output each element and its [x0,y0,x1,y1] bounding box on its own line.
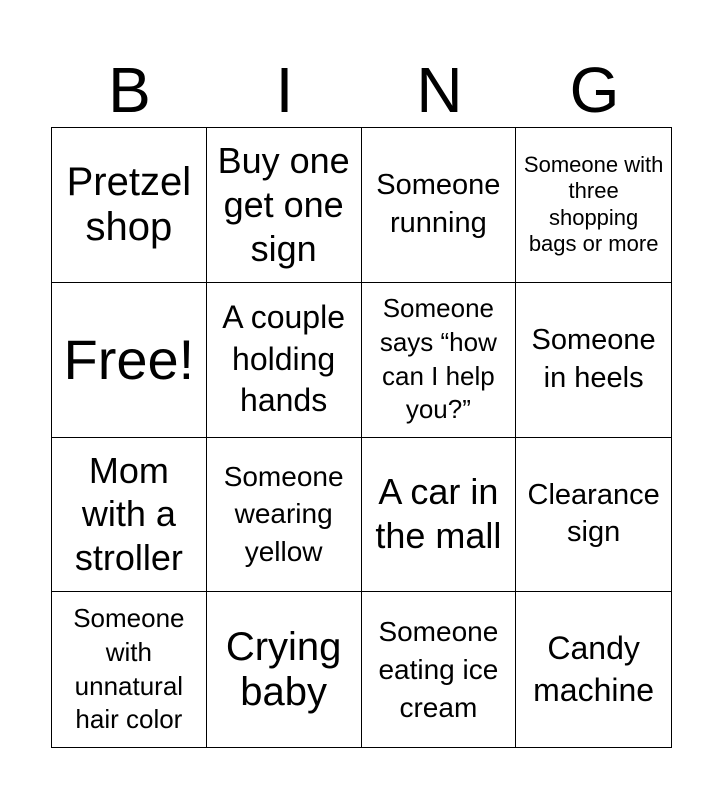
cell-label: A couple holding hands [222,299,345,419]
bingo-board [51,127,672,748]
cell-label: Buy one get one sign [217,140,350,269]
bingo-cell-4-1[interactable] [52,592,207,747]
bingo-cell-3-1[interactable] [52,438,207,593]
bingo-cell-2-1[interactable] [52,283,207,438]
header-letter-n: N [416,54,463,126]
bingo-cell-3-2[interactable] [207,438,362,593]
bingo-cell-2-2[interactable] [207,283,362,438]
cell-label: Someone running [376,169,501,239]
bingo-cell-3-3[interactable] [362,438,517,593]
cell-label: Candy machine [533,630,655,708]
cell-label: Someone eating ice cream [378,615,499,723]
cell-label: Clearance sign [527,478,660,549]
bingo-cell-1-1[interactable] [52,128,207,283]
cell-label: A car in the mall [375,471,502,557]
cell-label: Crying baby [225,624,342,714]
cell-label: Mom with a stroller [74,449,183,579]
free-space-label: Free! [63,327,195,391]
header-letter-g: G [569,54,620,126]
bingo-cell-1-4[interactable] [516,128,671,283]
cell-label: Someone with unnatural hair color [73,603,185,735]
cell-label: Someone with three shopping bags or more [523,152,664,257]
cell-label: Someone wearing yellow [223,460,344,568]
bingo-cell-4-4[interactable] [516,592,671,747]
cell-label: Someone says “how can I help you?” [379,293,497,425]
bingo-cell-3-4[interactable] [516,438,671,593]
cell-label: Pretzel shop [66,160,192,249]
header-letter-i: I [275,54,294,126]
cell-label: Someone in heels [531,323,656,394]
bingo-header [52,52,672,128]
bingo-cell-1-2[interactable] [207,128,362,283]
bingo-cell-2-4[interactable] [516,283,671,438]
bingo-cell-4-3[interactable] [362,592,517,747]
bingo-cell-4-2[interactable] [207,592,362,747]
header-letter-b: B [108,54,151,126]
bingo-cell-2-3[interactable] [362,283,517,438]
bingo-cell-1-3[interactable] [362,128,517,283]
